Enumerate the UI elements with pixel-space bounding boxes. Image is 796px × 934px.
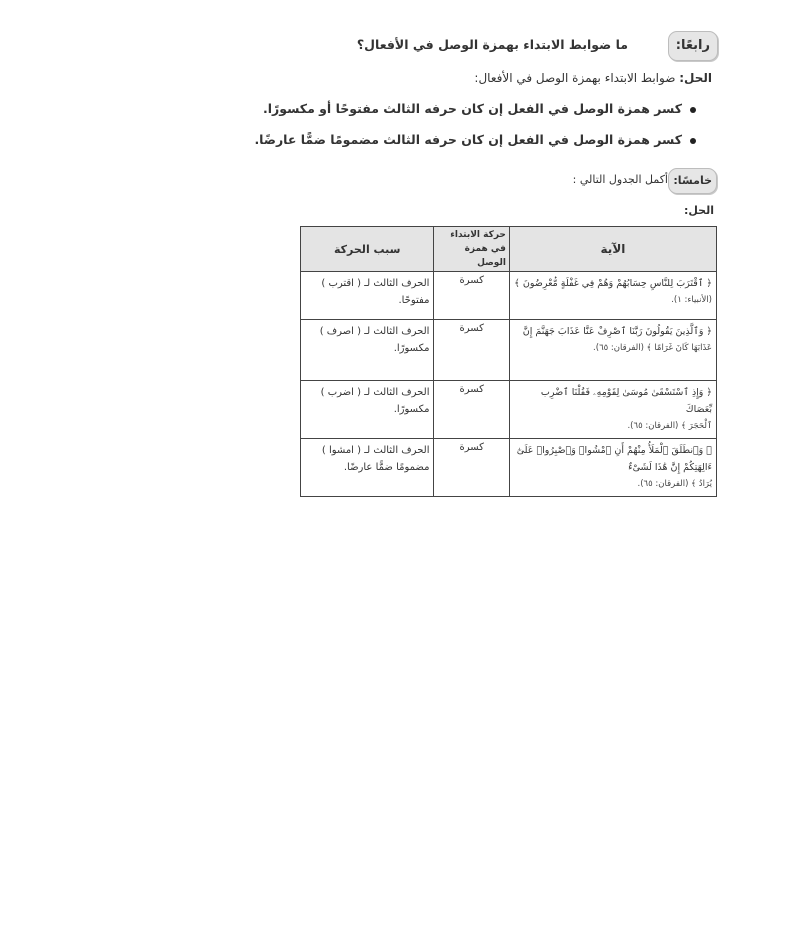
header-ayah: الآية xyxy=(509,227,716,272)
reason-cell xyxy=(301,320,434,381)
ayah-cell xyxy=(509,320,716,381)
reason-cell xyxy=(301,439,434,497)
section-four-tab: رابعًا: xyxy=(668,31,718,61)
header-movement-line1: حركة الابتداء xyxy=(450,230,506,240)
ayah-text: ﴿ وَٱنطَلَقَ ٱلْمَلَأُ مِنْهُمْ أَنِ ٱمْشُوا۟ وَٱصْبِرُوا۟ عَلَىٰٓ ءَالِهَتِكُمْ إِنَّ هَٰذَا لَشَىْءٌ xyxy=(516,445,712,473)
reason-line1: الحرف الثالث لـ ( اضرب ) xyxy=(320,387,430,398)
table-row xyxy=(301,320,717,381)
reason-line2: مكسورًا. xyxy=(393,343,430,354)
movement-cell: كسرة xyxy=(434,439,509,497)
reason-line1: الحرف الثالث لـ ( امشوا ) xyxy=(321,445,430,456)
reason-line2: مكسورًا. xyxy=(393,404,430,415)
bullet-dot-icon xyxy=(690,107,696,113)
bullet-text: كسر همزة الوصل في الفعل إن كان حرفه الثالث مفتوحًا أو مكسورًا. xyxy=(263,101,682,116)
ayah-reference: ٱلْحَجَرَ ﴾ (الفرقان: ٦٥). xyxy=(627,421,712,431)
solution-label: الحل: xyxy=(679,71,712,85)
ayah-text: ﴿ وَإِذِ ٱسْتَسْقَىٰ مُوسَىٰ لِقَوْمِهِۦ فَقُلْنَا ٱضْرِب بِّعَصَاكَ xyxy=(540,387,712,415)
ayah-cell xyxy=(509,381,716,439)
header-reason: سبب الحركة xyxy=(301,227,434,272)
section-five-tab: خامسًا: xyxy=(668,168,717,194)
header-movement xyxy=(434,227,509,272)
ayah-cell xyxy=(509,439,716,497)
solution-two-label: الحل: xyxy=(683,204,714,217)
bullet-item-2 xyxy=(254,132,696,147)
ayah-reference: (الأنبياء: ١). xyxy=(671,295,712,305)
ayah-text: ﴿ ٱقْتَرَبَ لِلنَّاسِ حِسَابُهُمْ وَهُمْ فِي غَفْلَةٍ مُّعْرِضُونَ ﴾ xyxy=(514,278,712,289)
question-four: ما ضوابط الابتداء بهمزة الوصل في الأفعال؟ xyxy=(356,37,628,52)
reason-line1: الحرف الثالث لـ ( اصرف ) xyxy=(319,326,430,337)
table-row xyxy=(301,381,717,439)
bullet-item-1 xyxy=(263,101,696,116)
movement-cell: كسرة xyxy=(434,272,509,320)
solution-text: ضوابط الابتداء بهمزة الوصل في الأفعال: xyxy=(474,71,676,85)
reason-line1: الحرف الثالث لـ ( اقترب ) xyxy=(321,278,430,289)
reason-cell xyxy=(301,381,434,439)
instruction-five: أكمل الجدول التالي : xyxy=(572,173,668,186)
movement-cell: كسرة xyxy=(434,381,509,439)
table-header-row xyxy=(301,227,717,272)
reason-cell xyxy=(301,272,434,320)
bullet-text: كسر همزة الوصل في الفعل إن كان حرفه الثالث مضمومًا ضمًّا عارضًا. xyxy=(254,132,682,147)
header-movement-line2: في همزة الوصل xyxy=(464,244,506,268)
ayah-reference: عَذَابَهَا كَانَ غَرَامًا ﴾ (الفرقان: ٦٥). xyxy=(593,343,712,353)
bullet-dot-icon xyxy=(690,138,696,144)
ayah-reference: يُرَادُ ﴾ (الفرقان: ٦٥). xyxy=(637,479,712,489)
ayah-cell xyxy=(509,272,716,320)
reason-line2: مفتوحًا. xyxy=(398,295,430,306)
table-row xyxy=(301,272,717,320)
ayah-text: ﴿ وَٱلَّذِينَ يَقُولُونَ رَبَّنَا ٱصْرِفْ عَنَّا عَذَابَ جَهَنَّمَ إِنَّ xyxy=(522,326,712,337)
reason-line2: مضمومًا ضمًّا عارضًا. xyxy=(343,462,430,473)
solution-one xyxy=(474,71,712,85)
ayah-table xyxy=(300,226,717,497)
table-row xyxy=(301,439,717,497)
movement-cell: كسرة xyxy=(434,320,509,381)
